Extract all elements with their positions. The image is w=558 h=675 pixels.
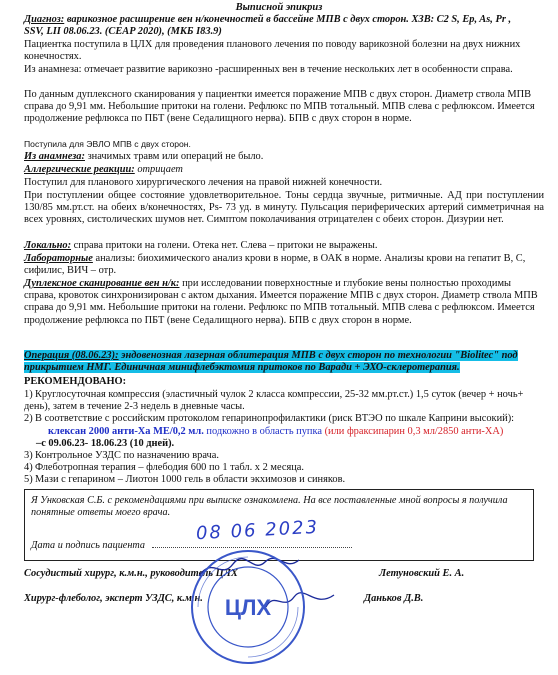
duplex-summary-paragraph: По данным дуплексного сканирования у пациентки имеется поражение МПВ с двух сторон. Диаметр ствола МПВ справа до 9,91 мм. Небольшие притоки на голени. Рефлюкс по МПВ тотальный. МПВ слева с рефлюксом. Имеется продолжение рефлюкса по ПБТ (вене Седалищного нерва). БПВ с двух сторон в норме. [24, 89, 535, 125]
local-status-line [24, 240, 544, 252]
admission-paragraph: Пациентка поступила в ЦЛХ для проведения планового лечения по поводу варикозной болезни на двух нижних конечностях. [24, 39, 521, 63]
operation-label: Операция (08.06.23): [24, 350, 119, 361]
duplex-label: Дуплексное сканирование вен н/к: [24, 278, 180, 289]
clinic-stamp [188, 547, 308, 667]
duplex-text: при исследовании поверхностные и глубокие вены полностью проходимы справа, кровоток синхронизирован с актом дыхания. Имеется поражение МПВ с двух сторон. Диаметр ствола МПВ справа до 9,91 мм. Небольшие притоки на голени. Рефлюкс по МПВ тотальный. МПВ слева с рефлюксом. Имеется продолжение рефлюкса по ПБТ (вене Седалищного нерва). БПВ с двух сторон в норме. [24, 278, 538, 326]
clexane-dates: –с 09.06.23- 18.06.23 (10 дней). [36, 437, 175, 449]
diagnosis-code: SSV, LII 08.06.23. (CEAP 2020), (МКБ I83.9) [24, 26, 222, 38]
anamnesis-label: Из анамнеза: [24, 151, 85, 162]
admission-reason: Поступила для ЭВЛО МПВ с двух сторон. [24, 139, 191, 149]
consent-text: Я Унковская С.Б. с рекомендациями при выписке ознакомлена. На все поставленные мной вопросы я получила понятные ответы моего врача. [31, 495, 508, 518]
diagnosis-block [24, 14, 544, 38]
phlebologist-title: Хирург-флеболог, эксперт УЗДС, к.м.н. [24, 593, 203, 604]
stamp-center-text: ЦЛХ [224, 595, 272, 620]
operation-block [24, 350, 536, 374]
chief-surgeon-name: Летуновский Е. А. [379, 568, 465, 579]
operation-text [24, 350, 518, 373]
lab-text: анализы: биохимического анализ крови в норме, в ОАК в норме. Анализы крови на гепатит В, С, сифилис, ВИЧ – отр. [24, 253, 526, 277]
recommendations-heading: РЕКОМЕНДОВАНО: [24, 376, 127, 387]
recommendation-item: 1) Круглосуточная компрессия (эластичный чулок 2 класса компрессии, 25-32 мм.рт.ст.) 1,5 суток (вечер + ночь+ день), затем в течение 2-3 недель в дневные часы. [24, 389, 524, 413]
local-label: Локально: [24, 240, 72, 251]
history-paragraph: Из анамнеза: отмечает развитие варикозно -расширенных вен в течение нескольких лет в особенности справа. [24, 64, 513, 75]
anamnesis-line [24, 151, 544, 163]
clexane-line: клексан 2000 анти-Ха МЕ/0,2 мл. подкожно в область пупка (или фраксипарин 0,3 мл/2850 анти-ХА) [48, 425, 504, 437]
planned-surgery-paragraph: Поступил для планового хирургического лечения на правой нижней конечности. [24, 177, 383, 188]
allergy-line [24, 164, 544, 176]
phlebologist-name: Даньков Д.В. [364, 593, 424, 604]
anamnesis-text: значимых травм или операций не было. [84, 151, 264, 162]
allergy-text: отрицает [134, 164, 183, 175]
allergy-label: Аллергические реакции: [24, 164, 135, 175]
operation-description: эндовенозная лазерная облитерация МПВ с двух сторон по технологии "Biolitec" под прикрытием НМГ. Единичная минифлебэктомия притоков по Варади + ЭХО-склеротерапия. [24, 350, 518, 374]
duplex-paragraph [24, 278, 544, 327]
consent-date-label: Дата и подпись пациента [31, 540, 145, 551]
status-paragraph: При поступлении общее состояние удовлетворительное. Тоны сердца звучные, ритмичные. АД при поступлении 130/85 мм.рт.ст. на обеих в/конечностях, Ps- 73 уд. в минуту. Пульсация периферических артерий симметричная на всех уровнях, систолических шумов нет. Симптом поколачивания отрицателен с обеих сторон. Дизурии нет. [24, 190, 544, 226]
lab-paragraph [24, 253, 544, 277]
diagnosis-text: варикозное расширение вен н/конечностей в бассейне МПВ с двух сторон. ХЗВ: С2 S, Ep, As, Pr , [64, 14, 512, 25]
lab-label: Лабораторные [24, 253, 93, 264]
handwritten-date: 08 06 2023 [195, 516, 320, 545]
recommendation-item: 4) Флеботропная терапия – флебодия 600 по 1 табл. х 2 месяца. [24, 462, 305, 474]
recommendation-item: 5) Мази с гепарином – Лиотон 1000 гель в области экхимозов и синяков. [24, 474, 346, 486]
recommendation-item: 3) Контрольное УЗДС по назначению врача. [24, 450, 219, 462]
local-text: справа притоки на голени. Отека нет. Слева – притоки не выражены. [71, 240, 378, 251]
chief-surgeon-title: Сосудистый хирург, к.м.н., руководитель ЦЛХ [24, 568, 238, 579]
document-title: Выписной эпикриз [235, 2, 323, 13]
recommendations-list [24, 389, 544, 487]
diagnosis-label: Диагноз: [24, 14, 65, 25]
recommendation-item: 2) В соответствие с российским протоколом гепаринопрофилактики (риск ВТЭО по шкале Каприни высокий): клексан 2000 анти-Ха МЕ/0,2 мл. подкожно в область пупка (или фраксипарин 0,3 мл/2850 анти-ХА) –с 09.06.23- 18.06.23 (10 дней). [24, 413, 515, 449]
